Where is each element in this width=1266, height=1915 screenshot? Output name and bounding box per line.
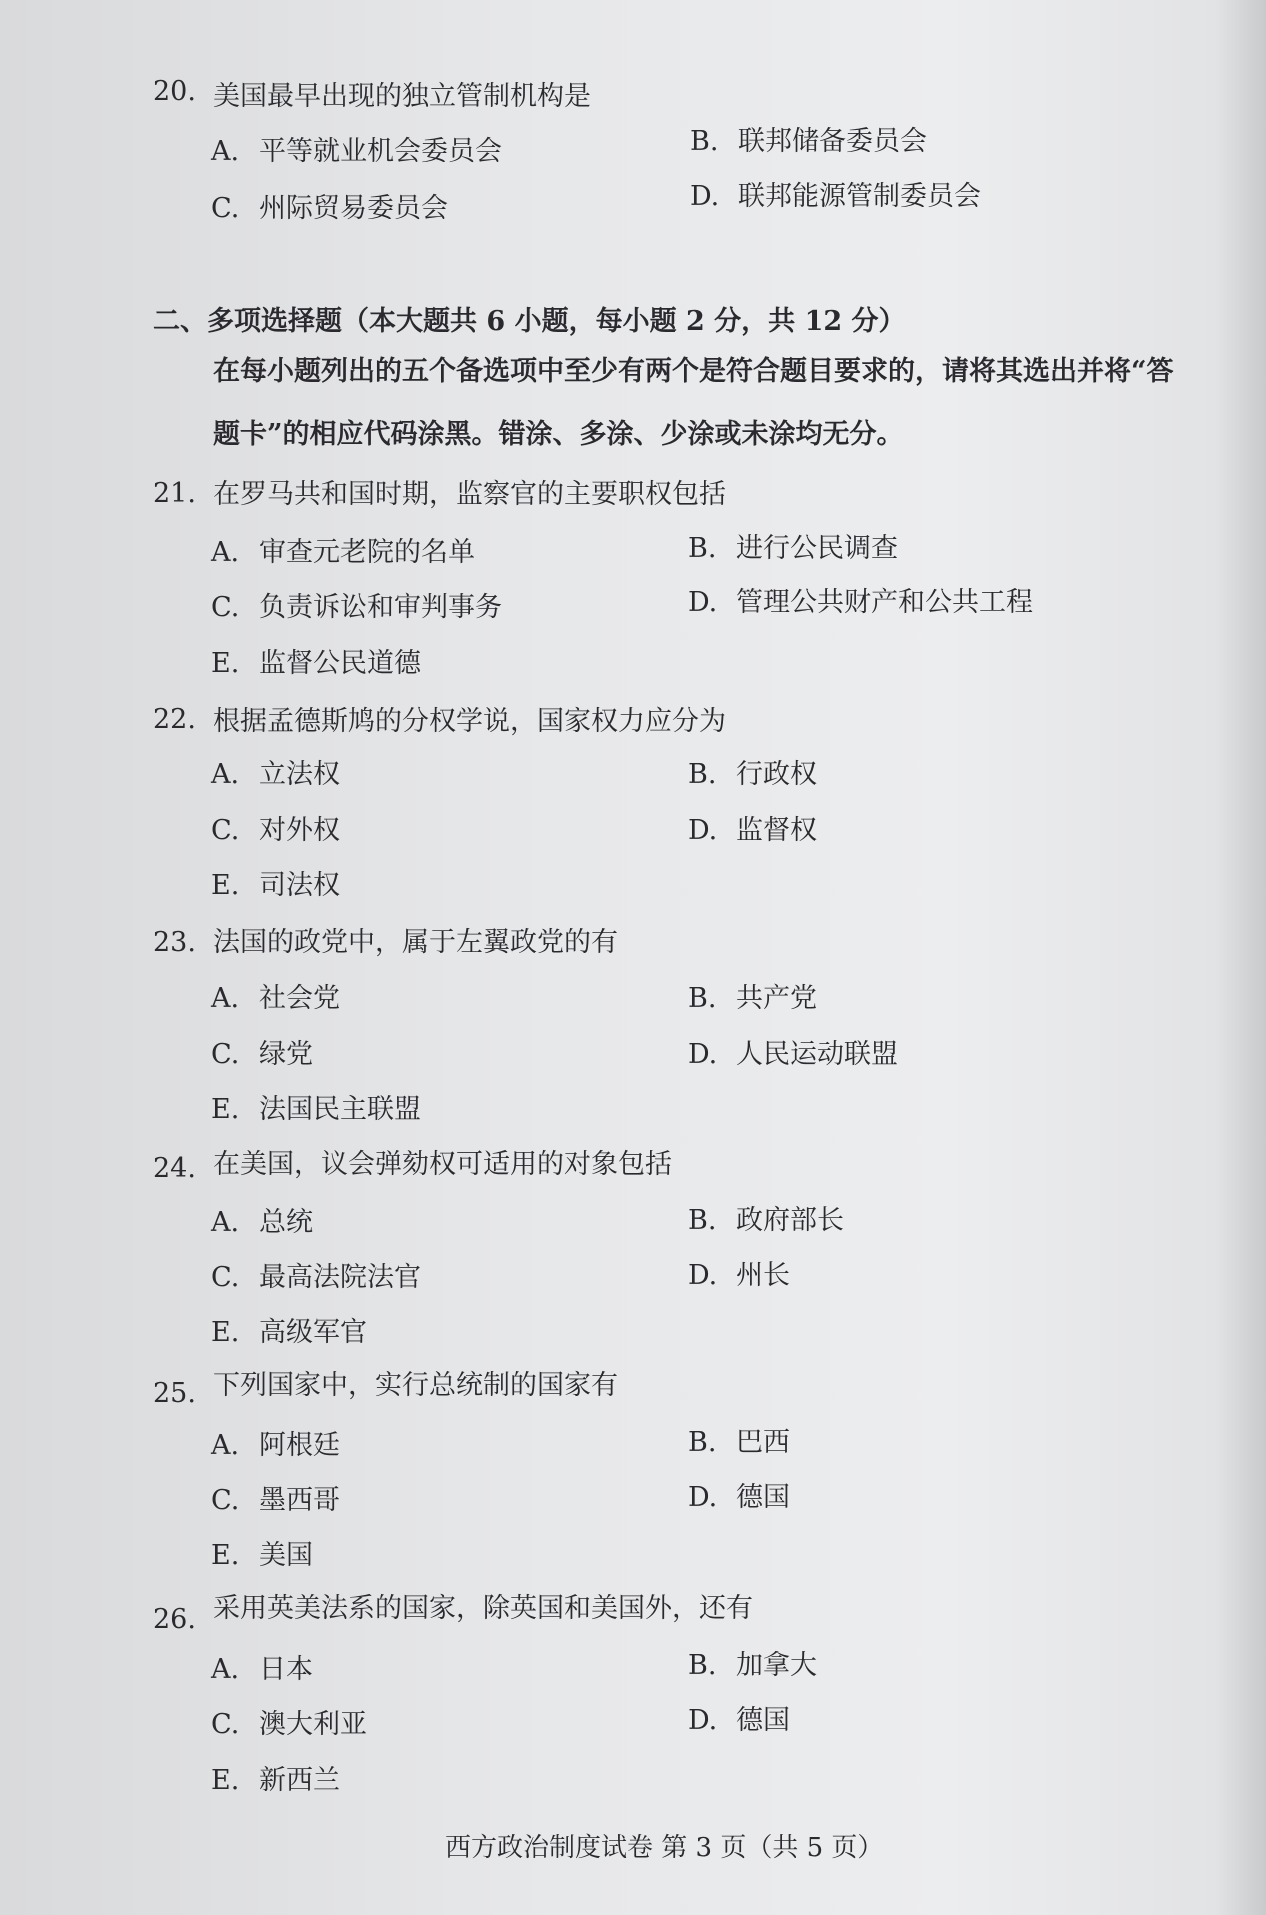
- option-d: D. 德国: [688, 1482, 790, 1513]
- option-a: A. 社会党: [211, 983, 340, 1014]
- question-stem: 根据孟德斯鸠的分权学说，国家权力应分为: [213, 706, 726, 737]
- option-d: D. 管理公共财产和公共工程: [688, 587, 1033, 618]
- question-number: 21.: [153, 478, 196, 509]
- question-number: 23.: [153, 927, 196, 958]
- question-stem: 法国的政党中，属于左翼政党的有: [213, 927, 618, 958]
- option-c: C. 墨西哥: [211, 1485, 340, 1516]
- option-e: E. 监督公民道德: [211, 648, 421, 679]
- question-number: 25.: [153, 1378, 196, 1409]
- option-b: B. 巴西: [688, 1427, 790, 1458]
- option-a: A. 总统: [211, 1207, 313, 1238]
- option-a: A. 立法权: [211, 759, 340, 790]
- question-stem: 下列国家中，实行总统制的国家有: [213, 1370, 618, 1401]
- question-number: 20.: [153, 76, 196, 107]
- question-stem: 在美国，议会弹劾权可适用的对象包括: [213, 1149, 672, 1180]
- option-d: D. 监督权: [688, 815, 817, 846]
- option-b: B. 政府部长: [688, 1205, 844, 1236]
- option-d: D. 德国: [688, 1705, 790, 1736]
- section-instructions-line2: 题卡”的相应代码涂黑。错涂、多涂、少涂或未涂均无分。: [213, 419, 904, 450]
- section-instructions-line1: 在每小题列出的五个备选项中至少有两个是符合题目要求的，请将其选出并将“答: [213, 356, 1174, 387]
- option-e: E. 新西兰: [211, 1765, 340, 1796]
- option-a: A. 日本: [211, 1654, 313, 1685]
- question-stem: 在罗马共和国时期，监察官的主要职权包括: [213, 479, 726, 510]
- option-c: C. 州际贸易委员会: [211, 193, 448, 224]
- option-e: E. 法国民主联盟: [211, 1094, 421, 1125]
- option-a: A. 阿根廷: [211, 1430, 340, 1461]
- option-c: C. 负责诉讼和审判事务: [211, 592, 502, 623]
- option-d: D. 联邦能源管制委员会: [690, 181, 981, 212]
- section-title: 二、多项选择题（本大题共 6 小题，每小题 2 分，共 12 分）: [153, 306, 906, 337]
- question-number: 24.: [153, 1153, 196, 1184]
- option-b: B. 加拿大: [688, 1650, 817, 1681]
- option-a: A. 平等就业机会委员会: [211, 136, 502, 167]
- option-e: E. 司法权: [211, 870, 340, 901]
- option-e: E. 高级军官: [211, 1317, 367, 1348]
- option-a: A. 审查元老院的名单: [211, 537, 475, 568]
- page-footer: 西方政治制度试卷 第 3 页（共 5 页）: [445, 1833, 884, 1863]
- option-c: C. 澳大利亚: [211, 1709, 367, 1740]
- question-number: 26.: [153, 1604, 196, 1635]
- option-b: B. 共产党: [688, 983, 817, 1014]
- option-c: C. 绿党: [211, 1039, 313, 1070]
- option-b: B. 联邦储备委员会: [690, 126, 927, 157]
- option-c: C. 对外权: [211, 815, 340, 846]
- option-e: E. 美国: [211, 1540, 313, 1571]
- option-d: D. 州长: [688, 1260, 790, 1291]
- option-b: B. 行政权: [688, 759, 817, 790]
- option-d: D. 人民运动联盟: [688, 1039, 898, 1070]
- question-number: 22.: [153, 704, 196, 735]
- question-stem: 采用英美法系的国家，除英国和美国外，还有: [213, 1593, 753, 1624]
- option-b: B. 进行公民调查: [688, 533, 898, 564]
- question-stem: 美国最早出现的独立管制机构是: [213, 81, 591, 112]
- option-c: C. 最高法院法官: [211, 1262, 421, 1293]
